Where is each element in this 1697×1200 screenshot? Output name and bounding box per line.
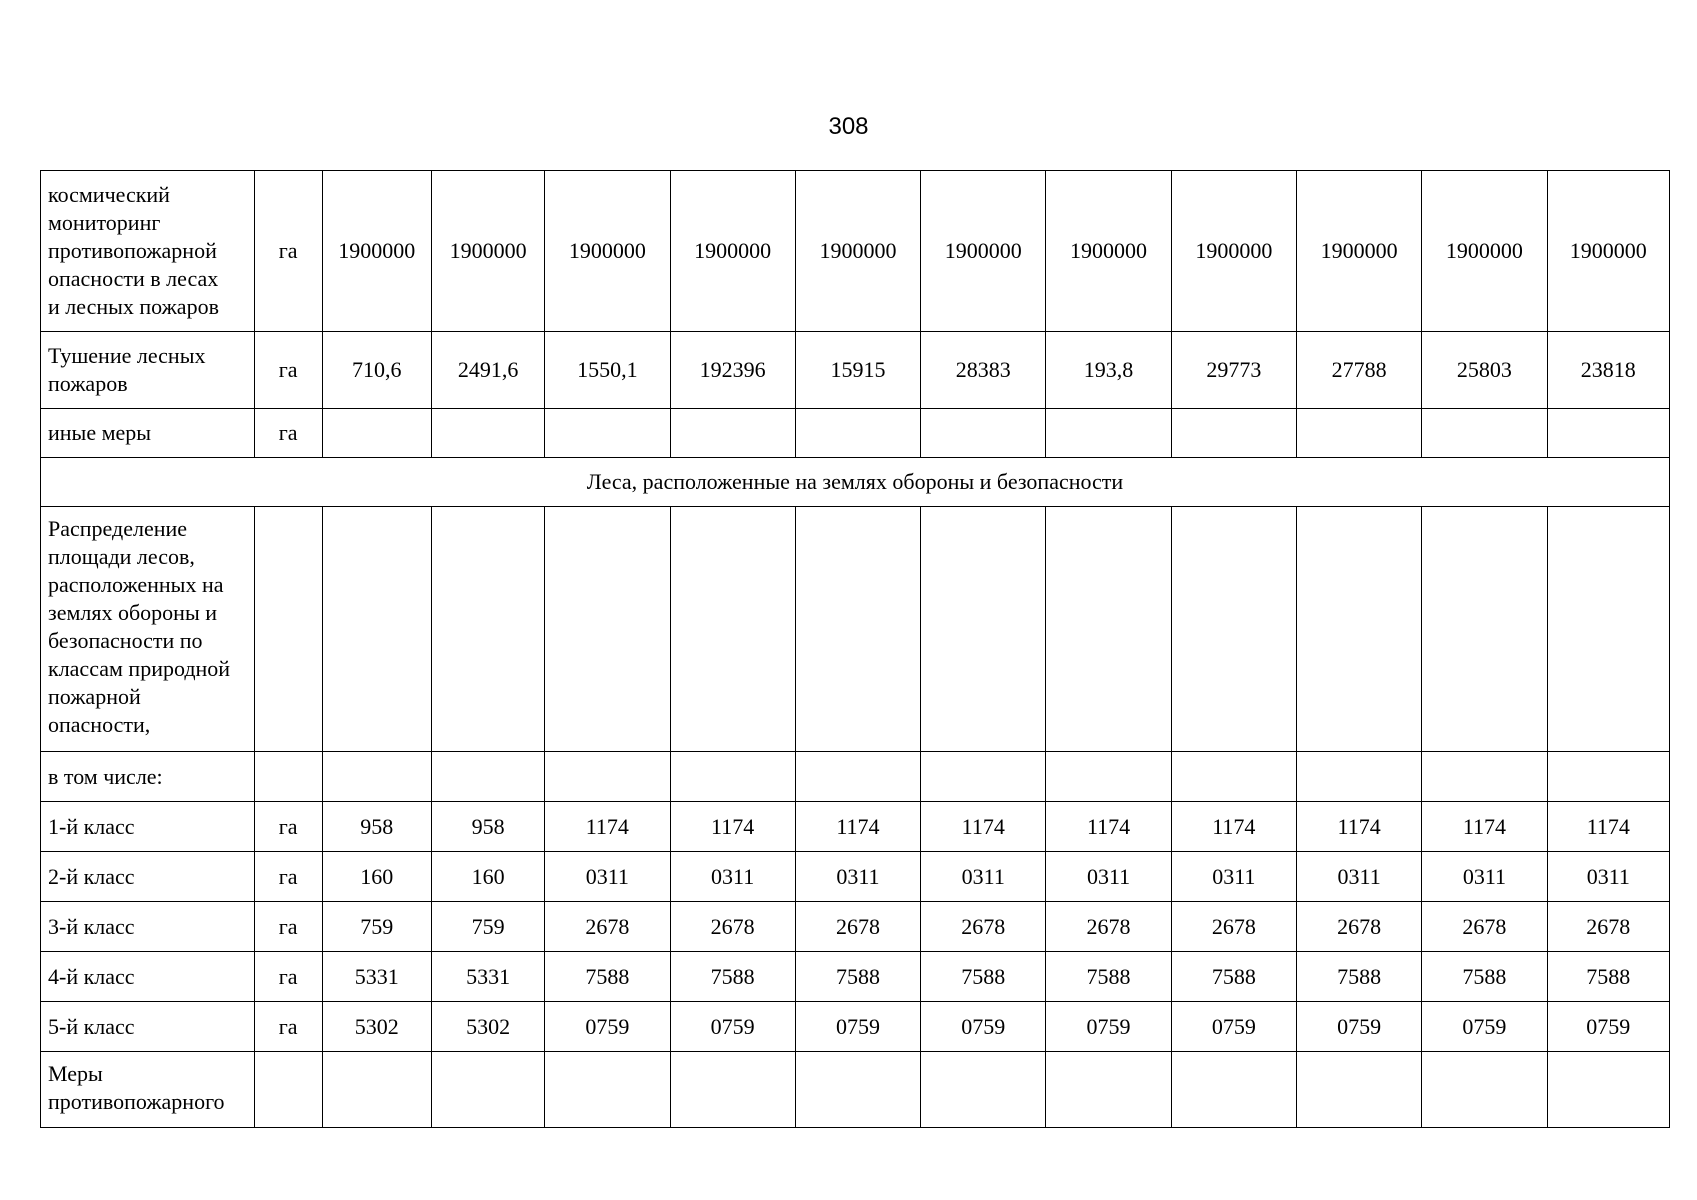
row-label: иные меры (41, 409, 255, 458)
value-cell: 2678 (545, 902, 670, 952)
row-label: Тушение лесных пожаров (41, 332, 255, 409)
value-cell (1296, 409, 1421, 458)
value-cell: 958 (322, 802, 431, 852)
section-heading: Леса, расположенные на землях обороны и безопасности (41, 458, 1670, 507)
table-row (41, 752, 1670, 802)
value-cell (921, 1052, 1046, 1128)
value-cell: 2678 (1296, 902, 1421, 952)
value-cell: 29773 (1171, 332, 1296, 409)
value-cell: 2491,6 (431, 332, 544, 409)
value-cell: 1900000 (795, 171, 920, 332)
value-cell: 759 (322, 902, 431, 952)
row-label: 4-й класс (41, 952, 255, 1002)
value-cell: 7588 (545, 952, 670, 1002)
row-label: 2-й класс (41, 852, 255, 902)
value-cell: 0311 (1422, 852, 1547, 902)
value-cell (670, 409, 795, 458)
value-cell: 1174 (1547, 802, 1669, 852)
value-cell: 7588 (670, 952, 795, 1002)
value-cell: 7588 (1296, 952, 1421, 1002)
value-cell: 5331 (431, 952, 544, 1002)
value-cell: 0759 (1547, 1002, 1669, 1052)
value-cell: 0311 (1296, 852, 1421, 902)
value-cell: 7588 (921, 952, 1046, 1002)
value-cell: 192396 (670, 332, 795, 409)
value-cell (921, 409, 1046, 458)
value-cell: 0759 (795, 1002, 920, 1052)
page-number: 308 (828, 113, 869, 140)
section-row (41, 458, 1670, 507)
value-cell (1296, 752, 1421, 802)
value-cell (1046, 409, 1171, 458)
value-cell (670, 1052, 795, 1128)
value-cell (1547, 1052, 1669, 1128)
value-cell: 1174 (545, 802, 670, 852)
value-cell: 1900000 (1422, 171, 1547, 332)
value-cell (1296, 507, 1421, 752)
value-cell: 1900000 (1296, 171, 1421, 332)
value-cell (1422, 752, 1547, 802)
table-row (41, 952, 1670, 1002)
value-cell (545, 1052, 670, 1128)
value-cell: 7588 (1422, 952, 1547, 1002)
unit-cell: га (254, 852, 322, 902)
value-cell (1547, 409, 1669, 458)
value-cell: 0311 (921, 852, 1046, 902)
value-cell: 0311 (795, 852, 920, 902)
value-cell: 0311 (1547, 852, 1669, 902)
value-cell (795, 1052, 920, 1128)
fire-protection-table (40, 170, 1670, 1128)
value-cell: 0759 (1171, 1002, 1296, 1052)
value-cell (1171, 507, 1296, 752)
value-cell (795, 752, 920, 802)
value-cell: 0759 (1296, 1002, 1421, 1052)
table-row (41, 852, 1670, 902)
value-cell: 0759 (1422, 1002, 1547, 1052)
table-row (41, 802, 1670, 852)
row-label: Меры противопожарного (41, 1052, 255, 1128)
value-cell (1171, 752, 1296, 802)
row-label: в том числе: (41, 752, 255, 802)
value-cell: 7588 (795, 952, 920, 1002)
value-cell: 0311 (1171, 852, 1296, 902)
value-cell (1171, 409, 1296, 458)
value-cell (921, 752, 1046, 802)
value-cell: 25803 (1422, 332, 1547, 409)
value-cell: 15915 (795, 332, 920, 409)
value-cell: 5331 (322, 952, 431, 1002)
value-cell: 0759 (921, 1002, 1046, 1052)
value-cell: 1900000 (545, 171, 670, 332)
unit-cell (254, 1052, 322, 1128)
value-cell: 1174 (795, 802, 920, 852)
row-label: 5-й класс (41, 1002, 255, 1052)
table-row (41, 171, 1670, 332)
unit-cell: га (254, 332, 322, 409)
value-cell (1422, 1052, 1547, 1128)
value-cell (322, 409, 431, 458)
table-row (41, 507, 1670, 752)
value-cell (670, 752, 795, 802)
value-cell (1046, 1052, 1171, 1128)
row-label: 1-й класс (41, 802, 255, 852)
value-cell: 1900000 (1547, 171, 1669, 332)
value-cell: 1550,1 (545, 332, 670, 409)
value-cell: 5302 (431, 1002, 544, 1052)
value-cell (545, 507, 670, 752)
value-cell: 1174 (1046, 802, 1171, 852)
unit-cell: га (254, 409, 322, 458)
value-cell: 0759 (670, 1002, 795, 1052)
table-row (41, 332, 1670, 409)
value-cell: 0759 (545, 1002, 670, 1052)
value-cell: 1900000 (322, 171, 431, 332)
value-cell: 1900000 (431, 171, 544, 332)
row-label: 3-й класс (41, 902, 255, 952)
value-cell: 2678 (1547, 902, 1669, 952)
value-cell (545, 409, 670, 458)
value-cell (795, 507, 920, 752)
value-cell (921, 507, 1046, 752)
value-cell: 1900000 (1046, 171, 1171, 332)
value-cell (1046, 752, 1171, 802)
value-cell: 1900000 (1171, 171, 1296, 332)
unit-cell: га (254, 952, 322, 1002)
value-cell: 759 (431, 902, 544, 952)
value-cell: 1174 (670, 802, 795, 852)
unit-cell (254, 507, 322, 752)
value-cell: 1174 (921, 802, 1046, 852)
table-row (41, 1052, 1670, 1128)
value-cell: 7588 (1547, 952, 1669, 1002)
unit-cell: га (254, 902, 322, 952)
value-cell (1296, 1052, 1421, 1128)
value-cell (1422, 409, 1547, 458)
value-cell: 2678 (795, 902, 920, 952)
value-cell (1046, 507, 1171, 752)
value-cell (1547, 507, 1669, 752)
value-cell: 710,6 (322, 332, 431, 409)
value-cell (322, 507, 431, 752)
value-cell: 1174 (1422, 802, 1547, 852)
value-cell (431, 507, 544, 752)
value-cell (431, 1052, 544, 1128)
value-cell (670, 507, 795, 752)
value-cell: 23818 (1547, 332, 1669, 409)
table-row (41, 409, 1670, 458)
value-cell: 5302 (322, 1002, 431, 1052)
value-cell: 160 (322, 852, 431, 902)
value-cell: 28383 (921, 332, 1046, 409)
unit-cell: га (254, 1002, 322, 1052)
value-cell: 7588 (1046, 952, 1171, 1002)
value-cell: 0311 (670, 852, 795, 902)
value-cell: 2678 (670, 902, 795, 952)
value-cell: 193,8 (1046, 332, 1171, 409)
table-row (41, 1002, 1670, 1052)
value-cell: 0311 (545, 852, 670, 902)
value-cell (431, 752, 544, 802)
value-cell: 1900000 (670, 171, 795, 332)
value-cell: 2678 (921, 902, 1046, 952)
value-cell: 0759 (1046, 1002, 1171, 1052)
value-cell (1422, 507, 1547, 752)
value-cell: 2678 (1171, 902, 1296, 952)
value-cell: 2678 (1422, 902, 1547, 952)
value-cell: 27788 (1296, 332, 1421, 409)
unit-cell: га (254, 171, 322, 332)
value-cell: 7588 (1171, 952, 1296, 1002)
value-cell (322, 752, 431, 802)
value-cell: 1174 (1171, 802, 1296, 852)
table-row (41, 902, 1670, 952)
value-cell (322, 1052, 431, 1128)
unit-cell (254, 752, 322, 802)
value-cell: 2678 (1046, 902, 1171, 952)
value-cell (1547, 752, 1669, 802)
value-cell (545, 752, 670, 802)
unit-cell: га (254, 802, 322, 852)
row-label: Распределение площади лесов, расположенных на землях обороны и безопасности по классам природной пожарной опасности, (41, 507, 255, 752)
value-cell (795, 409, 920, 458)
value-cell: 160 (431, 852, 544, 902)
value-cell: 1174 (1296, 802, 1421, 852)
row-label: космический мониторинг противопожарной опасности в лесах и лесных пожаров (41, 171, 255, 332)
value-cell: 958 (431, 802, 544, 852)
value-cell: 0311 (1046, 852, 1171, 902)
value-cell: 1900000 (921, 171, 1046, 332)
value-cell (431, 409, 544, 458)
value-cell (1171, 1052, 1296, 1128)
